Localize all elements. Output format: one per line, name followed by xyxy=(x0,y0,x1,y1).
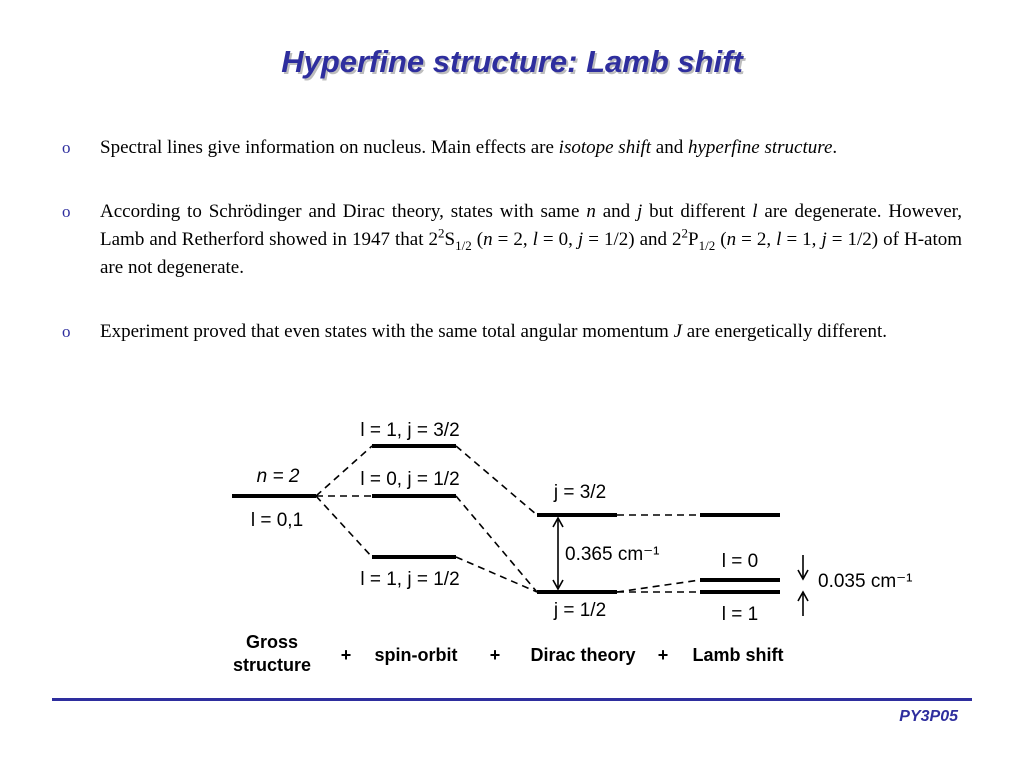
dirac-top-label: j = 3/2 xyxy=(553,482,607,503)
lamb-split-label: 0.035 cm⁻¹ xyxy=(818,571,913,592)
bullet-1-text: and xyxy=(651,137,688,158)
superscript: 2 xyxy=(681,225,689,241)
bullet-2-symbol: l xyxy=(776,229,782,250)
bullet-2-symbol: j xyxy=(577,229,584,250)
subscript: 1/2 xyxy=(698,237,716,253)
caption-gross: Gross xyxy=(245,632,299,652)
dirac-bot-label: j = 1/2 xyxy=(553,600,607,621)
bullet-marker: o xyxy=(62,322,71,341)
bullet-1-emph: isotope shift xyxy=(558,137,652,158)
so-bot-label: l = 1, j = 1/2 xyxy=(360,569,460,590)
bullet-3-text: are energetically different. xyxy=(681,321,888,342)
subscript: 1/2 xyxy=(455,237,472,253)
dirac-split-label: 0.365 cm⁻¹ xyxy=(565,544,660,565)
caption-dirac-theory: Dirac theory xyxy=(530,645,636,665)
connector-line xyxy=(456,496,537,592)
bullet-2-text: S xyxy=(444,229,456,250)
bullet-2-text: = 1/2) of H-atom are not degenerate. xyxy=(100,229,963,278)
bullet-3-symbol: J xyxy=(673,321,682,342)
bullet-2-text: P xyxy=(688,229,699,250)
caption-lamb-shift: Lamb shift xyxy=(692,645,784,665)
caption-structure: structure xyxy=(232,655,312,675)
bullet-2-symbol: l xyxy=(752,201,758,222)
bullet-2-text: = 1/2) and 2 xyxy=(583,229,682,250)
plus-sign: + xyxy=(657,645,669,665)
lamb-bot-label: l = 1 xyxy=(721,604,759,625)
course-code: PY3P05 xyxy=(899,708,958,725)
bullet-2-text: ( xyxy=(715,229,727,250)
bullet-2-text: = 2, xyxy=(736,229,777,250)
bullet-2-text: are degenerate. However, Lamb and Retherford showed in 1947 that 2 xyxy=(100,201,962,250)
bullet-2-text: = 0, xyxy=(537,229,578,250)
bullet-marker: o xyxy=(62,138,71,157)
bullet-2-text: = 1, xyxy=(781,229,822,250)
bullet-2-text: but different xyxy=(642,201,753,222)
dirac-split-arrow xyxy=(553,518,563,589)
connector-line xyxy=(316,496,372,557)
bullet-2-symbol: n xyxy=(586,201,596,222)
bullet-2-symbol: j xyxy=(637,201,643,222)
plus-sign: + xyxy=(340,645,352,665)
connector-line xyxy=(456,446,537,515)
superscript: 2 xyxy=(438,225,445,241)
bullet-2-text: ( xyxy=(471,229,484,250)
bullet-1-text: . xyxy=(832,137,838,158)
bullet-marker: o xyxy=(62,202,71,221)
so-mid-label: l = 0, j = 1/2 xyxy=(360,469,460,490)
so-top-label: l = 1, j = 3/2 xyxy=(360,420,460,441)
bullet-2-text: and xyxy=(595,201,638,222)
plus-sign: + xyxy=(489,645,501,665)
gross-l-label: l = 0,1 xyxy=(250,510,304,531)
bullet-1-text: Spectral lines give information on nucleus. Main effects are xyxy=(100,137,559,158)
bullet-1-emph: hyperfine structure xyxy=(687,137,833,158)
bullet-2-symbol: j xyxy=(821,229,827,250)
bullet-2-text: According to Schrödinger and Dirac theory, states with same xyxy=(100,201,587,222)
gross-n-label: n = 2 xyxy=(256,466,300,487)
lamb-top-label: l = 0 xyxy=(721,551,759,572)
bullet-3-text: Experiment proved that even states with the same total angular momentum xyxy=(100,321,674,342)
footer-divider xyxy=(52,698,972,701)
slide-title: Hyperfine structure: Lamb shift xyxy=(281,44,743,79)
caption-spin-orbit: spin-orbit xyxy=(374,645,458,665)
connector-line xyxy=(456,557,537,592)
bullet-2-text: = 2, xyxy=(492,229,533,250)
bullet-2-symbol: n xyxy=(483,229,493,250)
bullet-2-symbol: n xyxy=(726,229,737,250)
connector-line xyxy=(617,580,700,592)
bullet-2-symbol: l xyxy=(532,229,538,250)
lamb-shift-arrows xyxy=(798,555,808,616)
